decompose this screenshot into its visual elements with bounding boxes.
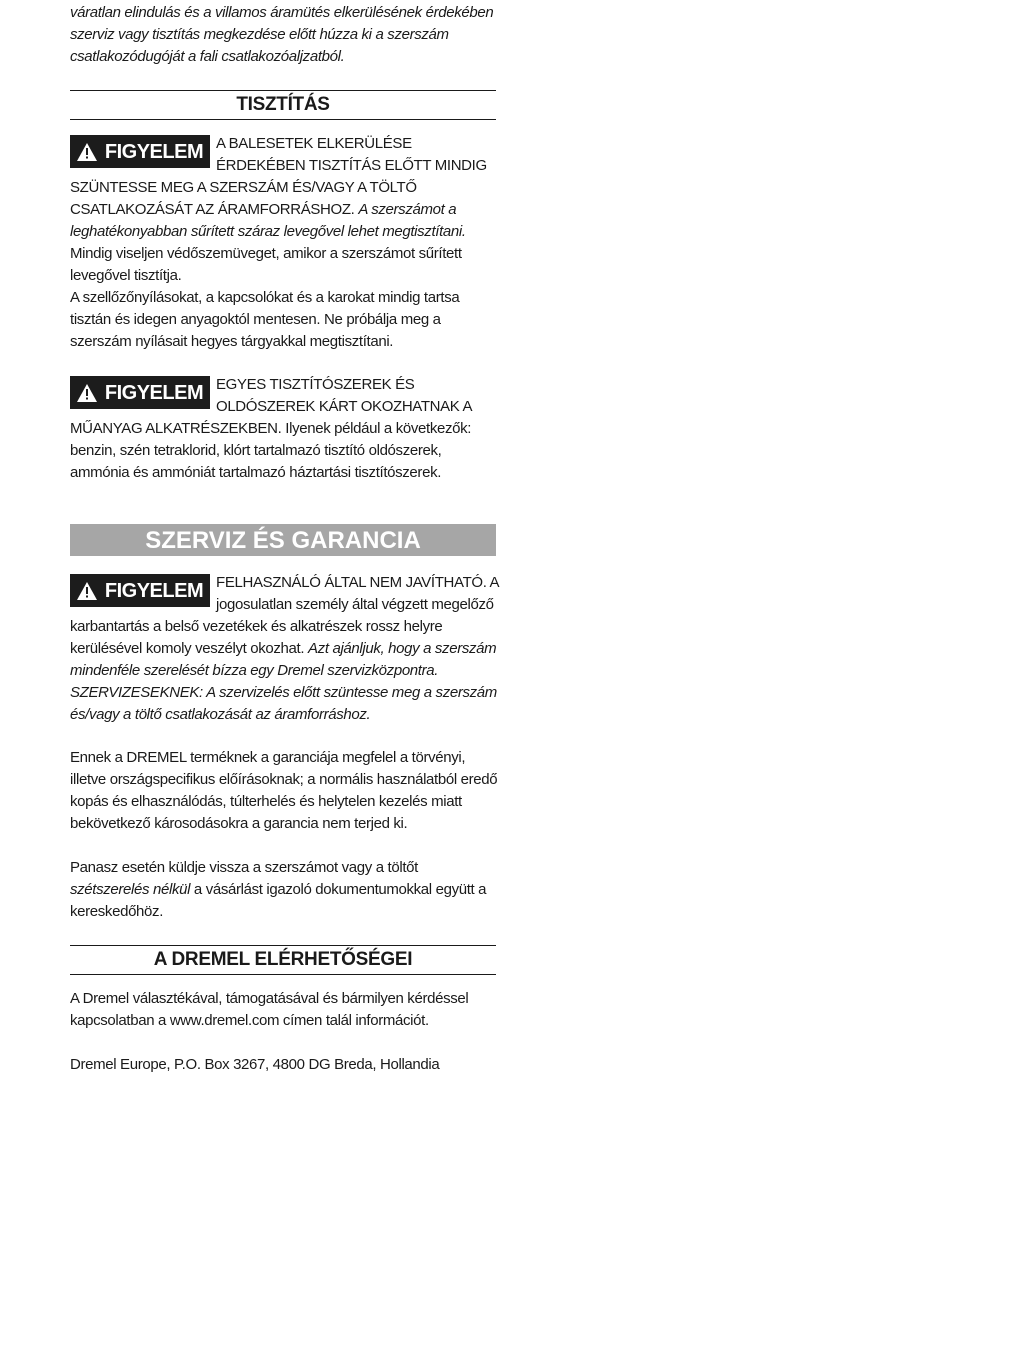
warning-caps-text: FELHASZNÁLÓ ÁLTAL NEM JAVÍTHATÓ. bbox=[216, 574, 487, 591]
paragraph-italic-text: szétszerelés nélkül bbox=[70, 881, 191, 898]
warning-caps-text: EGYES TISZTÍTÓSZEREK ÉS OLDÓSZEREK KÁRT OKOZHATNAK A MŰANYAG ALKATRÉSZEKBEN. bbox=[70, 376, 472, 437]
warning-triangle-icon bbox=[77, 384, 97, 402]
service-warning bbox=[70, 572, 500, 726]
paragraph-start-text: Panasz esetén küldje vissza a szerszámot vagy a töltőt bbox=[70, 859, 418, 876]
cleaning-warning-2 bbox=[70, 374, 500, 484]
contact-address: Dremel Europe, P.O. Box 3267, 4800 DG Breda, Hollandia bbox=[70, 1056, 440, 1073]
contact-title: A DREMEL ELÉRHETŐSÉGEI bbox=[70, 945, 496, 975]
service-paragraph-1: Ennek a DREMEL terméknek a garanciája megfelel a törvényi, illetve országspecifikus előírásoknak; a normális használatból eredő kopás és elhasználódás, túlterhelés és helytelen kezelés miatt bekövetkező károsodásokra a garancia nem terjed ki. bbox=[70, 749, 498, 832]
contact-paragraph: A Dremel választékával, támogatásával és bármilyen kérdéssel kapcsolatban a www.dremel.com címen talál információt. bbox=[70, 990, 469, 1029]
cleaning-paragraph: A szellőzőnyílásokat, a kapcsolókat és a karokat mindig tartsa tisztán és idegen anyagoktól mentesen. Ne próbálja meg a szerszám nyílásait hegyes tárgyakkal megtisztítani. bbox=[70, 289, 460, 350]
warning-normal-text: Mindig viseljen védőszemüveget, amikor a szerszámot sűrített levegővel tisztítja. bbox=[70, 245, 462, 284]
cleaning-warning-1 bbox=[70, 133, 500, 287]
warning-badge-label: FIGYELEM bbox=[104, 140, 204, 163]
warning-triangle-icon bbox=[77, 582, 97, 600]
warning-badge bbox=[70, 135, 210, 168]
service-paragraph-2 bbox=[70, 857, 500, 923]
warning-badge-label: FIGYELEM bbox=[104, 381, 204, 404]
cleaning-title: TISZTÍTÁS bbox=[70, 90, 496, 120]
service-title: SZERVIZ ÉS GARANCIA bbox=[70, 524, 496, 556]
warning-triangle-icon bbox=[77, 143, 97, 161]
warning-badge-label: FIGYELEM bbox=[104, 579, 204, 602]
warning-normal-text: A jogosulatlan személy által végzett megelőző karbantartás a belső vezetékek és alkatrészek rossz helyre kerülésével komoly veszélyt okozhat. bbox=[70, 574, 499, 657]
warning-italic-text: A szerszámot a leghatékonyabban sűrített száraz levegővel lehet megtisztítani. bbox=[70, 201, 466, 240]
warning-normal-text: Ilyenek például a következők: benzin, szén tetraklorid, klórt tartalmazó tisztító oldószerek, ammónia és ammóniát tartalmazó háztartási tisztítószerek. bbox=[70, 420, 472, 481]
warning-italic-text: Azt ajánljuk, hogy a szerszám mindenféle szerelését bízza egy Dremel szervizközpontra. SZERVIZESEKNEK: A szervizelés előtt szüntesse meg a szerszám és/vagy a töltő csatlakozását az áramforráshoz. bbox=[70, 640, 497, 723]
warning-caps-text: A BALESETEK ELKERÜLÉSE ÉRDEKÉBEN TISZTÍTÁS ELŐTT MINDIG SZÜNTESSE MEG A SZERSZÁM ÉS/VAGY A TÖLTŐ CSATLAKOZÁSÁT AZ ÁRAMFORRÁSHOZ. bbox=[70, 135, 487, 218]
intro-text: váratlan elindulás és a villamos áramütés elkerülésének érdekében szerviz vagy tisztítás megkezdése előtt húzza ki a szerszám csatlakozódugóját a fali csatlakozóaljzatból. bbox=[70, 4, 494, 65]
warning-badge bbox=[70, 376, 210, 409]
paragraph-end-text: a vásárlást igazoló dokumentumokkal együtt a kereskedőhöz. bbox=[70, 881, 487, 920]
warning-badge bbox=[70, 574, 210, 607]
